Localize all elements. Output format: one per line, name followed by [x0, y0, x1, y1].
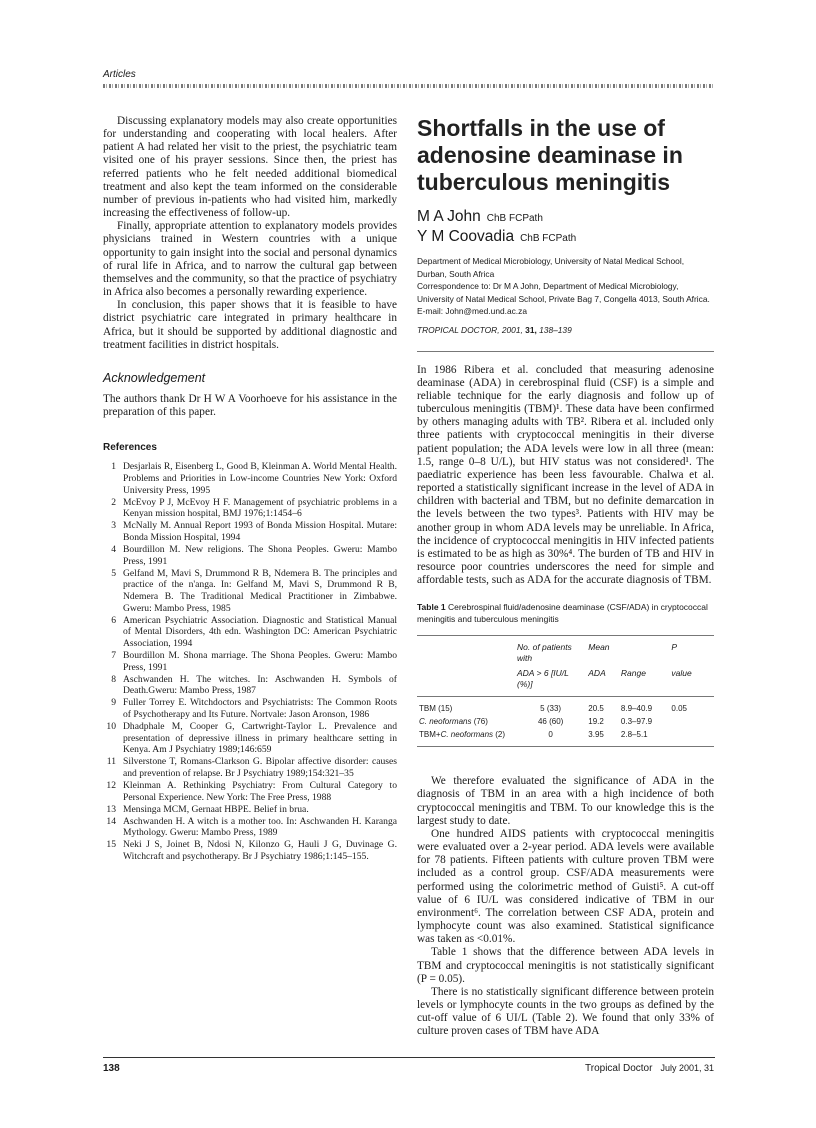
data-table: [417, 635, 714, 747]
footer-rule: [103, 1057, 715, 1058]
column-header: [619, 636, 669, 669]
section-label: Articles: [103, 69, 136, 80]
table-row: C. neoformans (76) 46 (60) 19.2 0.3–97.9: [419, 717, 653, 727]
column-header: P: [669, 636, 714, 669]
reference-item: 1 Desjarlais R, Eisenberg L, Good B, Kleinman A. World Mental Health. Problems and Priorities in Low-income Countries New York: Oxford University Press, 1995: [111, 461, 397, 496]
table-row: TBM+C. neoformans (2) 0 3.95 2.8–5.1: [417, 728, 714, 747]
reference-item: 13 Mensinga MCM, Gernaat HBPE. Belief in brua.: [106, 803, 309, 815]
author-name: Y M Coovadia: [417, 228, 515, 245]
reference-list: [103, 461, 397, 862]
reference-item: 7 Bourdillon M. Shona marriage. The Shona Peoples. Gweru: Mambo Press, 1991: [111, 649, 397, 673]
reference-item: 3 McNally M. Annual Report 1993 of Bonda Mission Hospital. Mutare: Bonda Mission Hospital, 1994: [111, 520, 397, 543]
reference-item: 14 Aschwanden H. A witch is a mother too. In: Aschwanden H. Karanga Mythology. Gweru: Mambo Press, 1989: [106, 815, 397, 839]
header-rule: [103, 84, 715, 88]
author-degrees: ChB FCPath: [486, 213, 543, 224]
left-column: [103, 115, 397, 863]
article-title: Shortfalls in the use of adenosine deaminase in tuberculous meningitis: [417, 115, 683, 195]
body-paragraph: We therefore evaluated the significance of ADA in the diagnosis of TBM in an area with a high incidence of both cryptococcal meningitis and TBM. To our knowledge this is the largest study to date.: [417, 775, 714, 827]
body-paragraph: In conclusion, this paper shows that it is feasible to have district psychiatric care integrated in primary healthcare in Africa, but it should be supported by additional diagnostic and treatment facilities in district hospitals.: [103, 299, 397, 351]
column-header: ADA: [586, 668, 619, 697]
column-header: Mean: [586, 636, 619, 669]
table-caption: Table 1 Cerebrospinal fluid/adenosine deaminase (CSF/ADA) in cryptococcal meningitis and tuberculous meningitis: [417, 602, 708, 625]
intro-paragraph: In 1986 Ribera et al. concluded that measuring adenosine deaminase (ADA) in cerebrospinal fluid (CSF) is a simple and reliable technique for the early diagnosis and follow up of tuberculous meningitis (TBM)¹. These data have been confirmed by others managing adults with TB². Ribera et al. included only three patients with cryptococcal meningitis in their diverse patient population; the ADA levels were low in all three (mean: 1.5, range 0–8 U/L), but HIV status was not considered¹. The paediatric experience has been less favourable. Chalwa et al. reported a statistically significant increase in the level of ADA in children with bacterial and TBM, but no definite demarcation in the levels between the two types³. Patients with HIV may be another group in whom ADA levels may be unreliable. In Africa, the incidence of cryptococcal meningitis in HIV infected patients is estimated to be as high as 30%⁴. The burden of TB and HIV in resource poor countries underscores the need for simple and affordable tests, such as ADA for the accurate diagnosis of TBM.: [417, 363, 714, 587]
references-heading: References: [103, 442, 157, 454]
author-name: M A John: [417, 208, 481, 225]
author-degrees: ChB FCPath: [520, 233, 577, 244]
table-row: TBM (15) 5 (33) 20.5 8.9–40.9 0.05: [419, 704, 687, 714]
reference-item: 4 Bourdillon M. New religions. The Shona Peoples. Gweru: Mambo Press, 1991: [111, 544, 397, 567]
reference-item: 8 Aschwanden H. The witches. In: Aschwanden H. Symbols of Death.Gweru: Mambo Press, 1987: [111, 673, 397, 697]
reference-item: 6 American Psychiatric Association. Diagnostic and Statistical Manual of Mental Disorders, 4th edn. Washington DC: American Psychiatric Association, 1994: [111, 614, 397, 649]
column-header: Range: [619, 668, 669, 697]
affiliation: Department of Medical Microbiology, University of Natal Medical School, Durban, South Africa Correspondence to: Dr M A John, Department of Medical Microbiology, University of Natal Medical School, Private Bag 7, Congella 4013, South Africa. E-mail: John@med.und.ac.za: [417, 255, 714, 318]
column-header: value: [669, 668, 714, 697]
body-paragraph: Finally, appropriate attention to explanatory models provides physicians trained in Western countries with a unique opportunity to gain insight into the social and personal dynamics of rural life in Africa, and to narrow the cultural gap between themselves and the community, so that the practice of psychiatry in Africa also becomes a personally rewarding experience.: [103, 220, 397, 299]
right-column: [417, 115, 714, 1038]
page-number: 138: [103, 1063, 120, 1074]
reference-item: 5 Gelfand M, Mavi S, Drummond R B, Ndemera B. The principles and practice of the n'anga. In: Gelfand M, Mavi S, Drummond R B, Ndemera B. The Traditional Medical Practitioner in Zimbabwe. Gweru: Mambo Press, 1985: [111, 567, 397, 614]
reference-item: 11 Silverstone T, Romans-Clarkson G. Bipolar affective disorder: causes and prevention of relapse. Br J Psychiatry 1989;154:321–35: [106, 756, 397, 779]
body-rule: [417, 351, 714, 352]
column-header: ADA > 6 [IU/L (%)]: [515, 668, 586, 697]
reference-item: 15 Neki J S, Joinet B, Ndosi N, Kilonzo G, Hauli J G, Duvinage G. Witchcraft and psychotherapy. Br J Psychiatry 1986;1:145–155.: [106, 839, 397, 863]
journal-footer: Tropical Doctor July 2001, 31: [585, 1063, 714, 1074]
reference-item: 12 Kleinman A. Rethinking Psychiatry: From Cultural Category to Personal Experience. New York: The Free Press, 1988: [106, 779, 397, 803]
correspondence: Correspondence to: Dr M A John, Department of Medical Microbiology, University of Natal Medical School, Private Bag 7, Congella 4013, South Africa. E-mail: John@med.und.ac.za: [417, 281, 710, 316]
reference-item: 10 Dhadphale M, Cooper G, Cartwright-Taylor L. Prevalence and presentation of depressive illness in primary healthcare setting in Kenya. Am J Psychiatry 1989;146:659: [106, 721, 397, 756]
acknowledgement-heading: Acknowledgement: [103, 370, 206, 385]
body-paragraph: Discussing explanatory models may also create opportunities for understanding and cooperating with local healers. After patient A had related her visit to the priest, the psychiatric team visited one of his prayer sessions. Since then, the priest has referred patients who he felt needed additional biomedical treatment and also kept the team informed on the considerable number of previous in-patients who had visited him, markedly increasing the effectiveness of follow-up.: [103, 115, 397, 220]
reference-item: 9 Fuller Torrey E. Witchdoctors and Psychiatrists: The Common Roots of Psychotherapy and Its Future. Nortvale: Jason Aronson, 1986: [111, 697, 397, 720]
reference-item: 2 McEvoy P J, McEvoy H F. Management of psychiatric problems in a Kenyan mission hospital, BMJ 1976;1:1454–6: [111, 496, 397, 520]
body-paragraph: One hundred AIDS patients with cryptococcal meningitis were evaluated over a 2-year period. ADA levels were available for 78 patients. Fifteen patients with culture proven TBM were included as a control group. CSF/ADA measurements were performed using the colorimetric method of Guisti⁵. A cut-off value of 6 IU/L was considered indicative of TBM in our environment⁶. The correlation between CSF ADA, protein and lymphocyte count was also examined. Statistical significance was taken as <0.01%.: [417, 827, 714, 946]
author-line: [417, 228, 714, 248]
body-paragraph: There is no statistically significant difference between protein levels or lymphocyte counts in the two groups as defined by the cut-off value of 6 UI/L (Table 2). We found that only 33% of culture proven cases of TBM have ADA: [417, 985, 714, 1038]
column-header: No. of patients with: [515, 636, 586, 669]
author-line: [417, 208, 714, 228]
body-paragraph: Table 1 shows that the difference between ADA levels in TBM and cryptococcal meningitis is not statistically significant (P = 0.05).: [417, 946, 714, 985]
acknowledgement-text: The authors thank Dr H W A Voorhoeve for his assistance in the preparation of this paper.: [103, 392, 397, 419]
citation: TROPICAL DOCTOR, 2001, 31, 138–139: [417, 324, 572, 335]
